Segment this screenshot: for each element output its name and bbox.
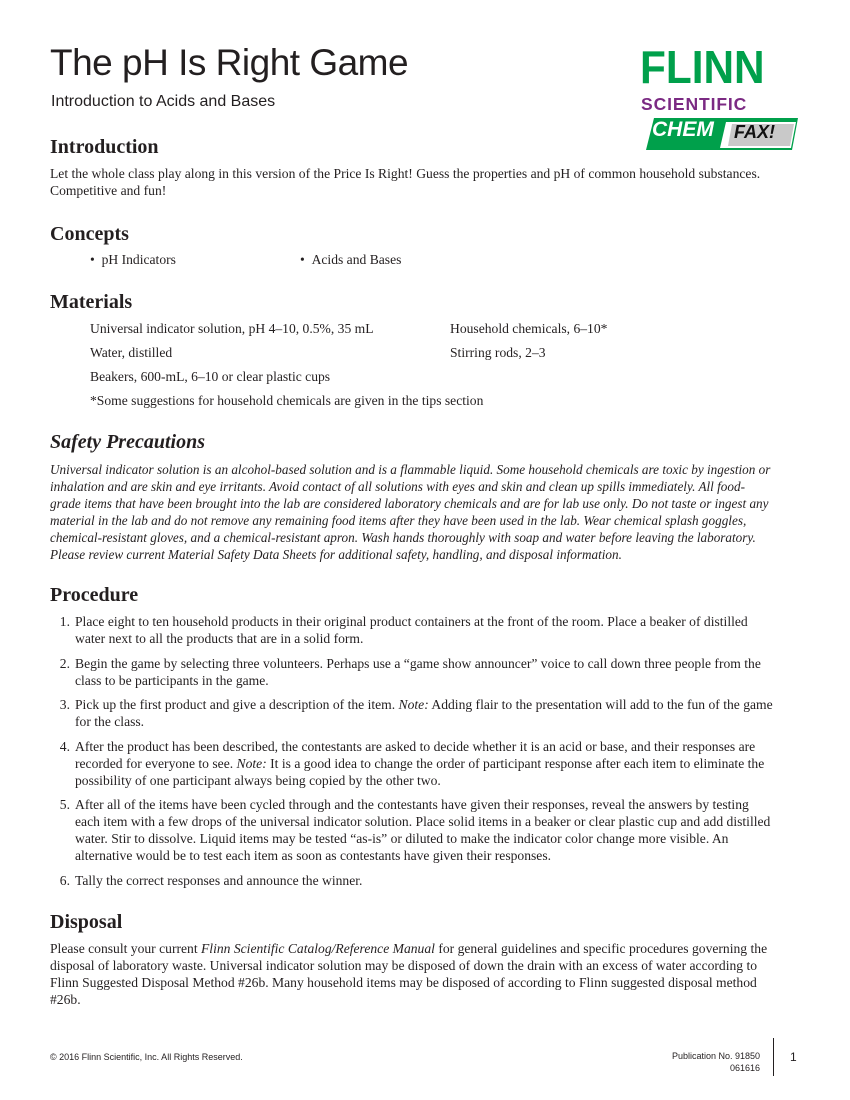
logo-flinn-text: FLINN	[640, 41, 765, 93]
safety-text: Universal indicator solution is an alcohol-based solution and is a flammable liquid. Some household chemicals are toxic by ingestion or inhalation and are skin and eye irritants. Avoid contact of all solutions with eyes and skin and clean up spills immediately. All food-grade items that have been brought into the lab are considered laboratory chemicals and are for lab use only. Do not taste or ingest any material in the lab and do not remove any remaining food items after they have been used in the lab. Wear chemical splash goggles, chemical-resistant gloves, and a chemical-resistant apron. Wash hands thoroughly with soap and water before leaving the laboratory. Please review current Material Safety Data Sheets for additional safety, handling, and disposal information.	[50, 462, 771, 562]
concepts-heading: Concepts	[50, 223, 129, 245]
step-number: 3.	[59, 697, 70, 712]
procedure-heading: Procedure	[50, 584, 139, 606]
copyright-notice: © 2016 Flinn Scientific, Inc. All Rights Reserved.	[50, 1052, 243, 1062]
page-title: The pH Is Right Game	[50, 42, 409, 83]
introduction-text: Let the whole class play along in this version of the Price Is Right! Guess the properties and pH of common household substances. Competitive and fun!	[50, 166, 761, 198]
material-item: Household chemicals, 6–10*	[450, 321, 608, 336]
page-subtitle: Introduction to Acids and Bases	[51, 93, 276, 110]
step-number: 2.	[59, 656, 70, 671]
material-item: Universal indicator solution, pH 4–10, 0.5%, 35 mL	[90, 321, 374, 336]
publication-number: Publication No. 91850 061616	[671, 1051, 760, 1073]
step-number: 4.	[59, 739, 70, 754]
materials-note: *Some suggestions for household chemicals are given in the tips section	[90, 393, 484, 408]
step-text: Tally the correct responses and announce the winner.	[75, 873, 363, 888]
logo-scientific-text: SCIENTIFIC	[641, 94, 748, 114]
flinn-chemfax-logo	[638, 41, 800, 152]
step-text: After the product has been described, the contestants are asked to decide whether it is an acid or base, and their responses are recorded for everyone to see. Note: It is a good idea to change the order of participant response after each item to eliminate the possibility of one participant always being copied by the other two.	[75, 739, 765, 788]
material-item: Stirring rods, 2–3	[450, 345, 546, 360]
step-number: 6.	[59, 873, 70, 888]
page-number: 1	[790, 1050, 797, 1064]
disposal-heading: Disposal	[50, 911, 123, 933]
materials-heading: Materials	[50, 291, 133, 313]
step-text: Begin the game by selecting three volunteers. Perhaps use a “game show announcer” voice to call down three people from the class to be participants in the game.	[75, 656, 761, 688]
logo-chem-text: CHEM	[652, 118, 714, 141]
step-number: 1.	[59, 614, 70, 629]
step-text: After all of the items have been cycled through and the contestants have given their responses, reveal the answers by testing each item with a few drops of the universal indicator solution. Place solid items in a beaker or clear plastic cup and add distilled water. Stir to dissolve. Liquid items may be tested “as-is” or diluted to make the indicator color change more visible. An alternative would be to test each item as soon as contestants have given their responses.	[75, 797, 771, 863]
concept-item: • pH Indicators	[90, 252, 176, 267]
footer-divider	[773, 1038, 774, 1076]
step-text: Pick up the first product and give a description of the item. Note: Adding flair to the presentation will add to the fun of the game for the class.	[75, 697, 773, 729]
disposal-text: Please consult your current Flinn Scientific Catalog/Reference Manual for general guidelines and specific procedures governing the disposal of laboratory waste. Universal indicator solution may be disposed of down the drain with an excess of water according to Flinn Suggested Disposal Method #26b. Many household items may be disposed of according to Flinn suggested disposal method #26b.	[50, 941, 768, 1007]
material-item: Water, distilled	[90, 345, 173, 360]
step-number: 5.	[59, 797, 70, 812]
step-text: Place eight to ten household products in their original product containers at the front of the room. Place a beaker of distilled water next to all the products that are in a solid form.	[75, 614, 748, 646]
concept-item: • Acids and Bases	[300, 252, 402, 267]
material-item: Beakers, 600-mL, 6–10 or clear plastic cups	[90, 369, 331, 384]
logo-fax-text: FAX!	[734, 122, 776, 142]
introduction-heading: Introduction	[50, 136, 159, 158]
safety-heading: Safety Precautions	[50, 431, 205, 453]
